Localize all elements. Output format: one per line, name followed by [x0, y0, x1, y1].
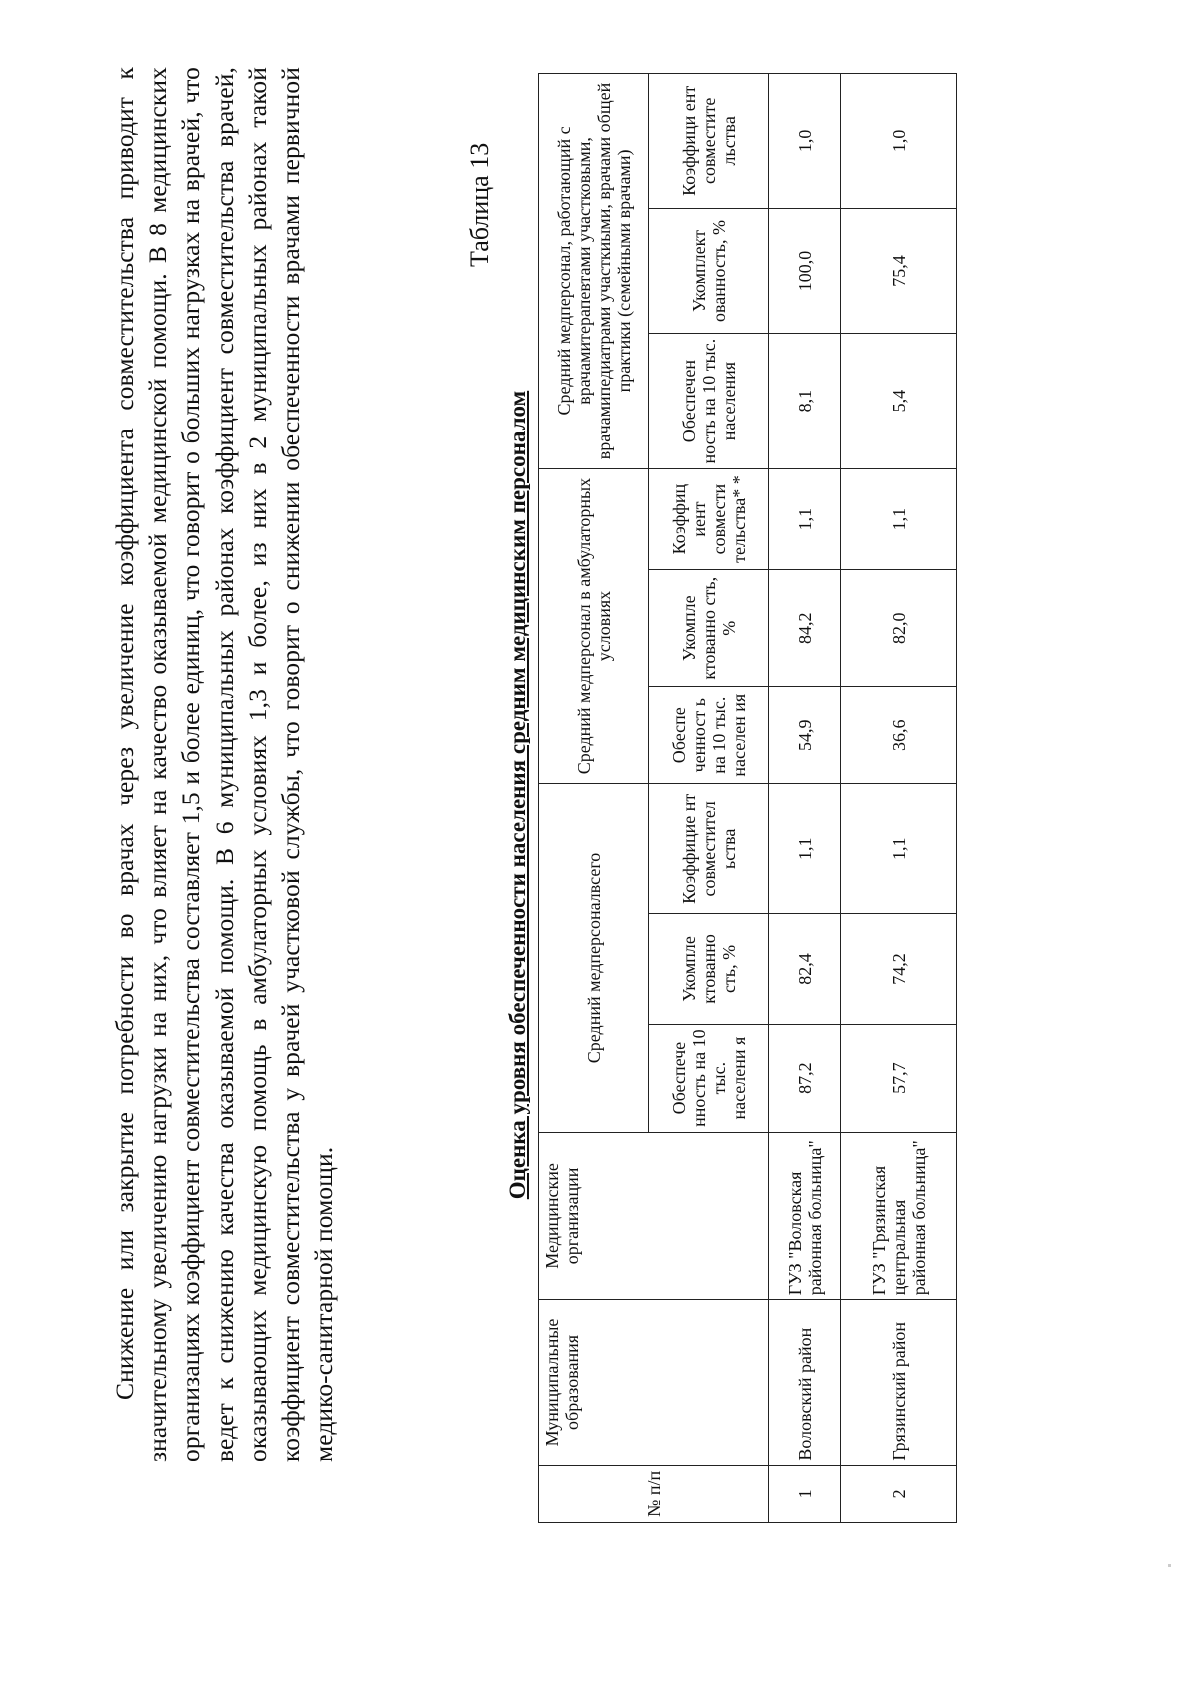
body-paragraph: Снижение или закрытие потребности во врачах через увеличение коэффициента совместительства приводит к значительному увеличению нагрузки на них, что влияет на качество оказываемой медицинской помощи. В 8 медицинских организациях коэффициент совместительства составляет 1,5 и более единиц, что говорит о больших нагрузках на врачей, что ведет к снижению качества оказываемой помощи. В 6 муниципальных районах коэффициент совместительства врачей, оказывающих медицинскую помощь в амбулаторных условиях 1,3 и более, из них в 2 муниципальных районах такой коэффициент совместительства у врачей участковой службы, что говорит о снижении обеспеченности врачами первичной медико-санитарной помощи.	[110, 67, 339, 1462]
cell-uch-staffing: 100,0	[769, 208, 841, 334]
cell-amb-coef: 1,1	[841, 468, 957, 569]
header-uch-staffing: Укомплект ованность, %	[649, 208, 769, 334]
cell-all-staffing: 74,2	[841, 914, 957, 1024]
header-all-coef: Коэффицие нт совместител ьства	[649, 784, 769, 914]
scan-speck	[1168, 1564, 1171, 1567]
cell-organization: ГУЗ "Грязинская центральная районная больница"	[841, 1132, 957, 1300]
header-amb-provision: Обеспе ченност ь на 10 тыс. населен ия	[649, 687, 769, 784]
staffing-table	[538, 73, 957, 1523]
table-number: Таблица 13	[465, 142, 494, 267]
header-amb-coef: Коэффиц иент совмести тельства* *	[649, 468, 769, 569]
cell-amb-provision: 36,6	[841, 687, 957, 784]
cell-uch-provision: 8,1	[769, 334, 841, 469]
cell-amb-staffing: 84,2	[769, 570, 841, 687]
cell-uch-coef: 1,0	[769, 74, 841, 209]
cell-num: 2	[841, 1465, 957, 1522]
cell-uch-staffing: 75,4	[841, 208, 957, 334]
cell-municipality: Воловский район	[769, 1300, 841, 1465]
cell-amb-provision: 54,9	[769, 687, 841, 784]
header-uch-coef: Коэффици ент совместите льства	[649, 74, 769, 209]
cell-all-provision: 57,7	[841, 1024, 957, 1132]
cell-all-coef: 1,1	[841, 784, 957, 914]
table-title: Оценка уровня обеспеченности населения средним медицинским персоналом	[505, 390, 530, 1200]
header-row-1	[539, 74, 649, 1523]
cell-organization: ГУЗ "Воловская районная больница"	[769, 1132, 841, 1300]
cell-uch-coef: 1,0	[841, 74, 957, 209]
header-organization: Медицинские организации	[539, 1132, 769, 1300]
header-all-provision: Обеспече нность на 10 тыс. населени я	[649, 1024, 769, 1132]
header-group-all: Средний медперсоналвсего	[539, 784, 649, 1132]
header-amb-staffing: Укомпле ктованно сть, %	[649, 570, 769, 687]
header-uch-provision: Обеспечен ность на 10 тыс. населения	[649, 334, 769, 469]
header-num: № п/п	[539, 1465, 769, 1522]
cell-uch-provision: 5,4	[841, 334, 957, 469]
header-group-amb: Средний медперсонал в амбулаторных условиях	[539, 468, 649, 783]
table-row	[769, 74, 841, 1523]
header-all-staffing: Укомпле ктованно сть, %	[649, 914, 769, 1024]
cell-amb-coef: 1,1	[769, 468, 841, 569]
cell-amb-staffing: 82,0	[841, 570, 957, 687]
header-municipality: Муниципальные образования	[539, 1300, 769, 1465]
cell-num: 1	[769, 1465, 841, 1522]
cell-all-coef: 1,1	[769, 784, 841, 914]
cell-all-provision: 87,2	[769, 1024, 841, 1132]
header-group-uch: Средний медперсонал, работающий с врачамитерапевтами участковыми, врачамипедиатрами участкиыми, врачами общей практики (семейными врачами)	[539, 74, 649, 469]
cell-municipality: Грязинский район	[841, 1300, 957, 1465]
cell-all-staffing: 82,4	[769, 914, 841, 1024]
table-row	[841, 74, 957, 1523]
